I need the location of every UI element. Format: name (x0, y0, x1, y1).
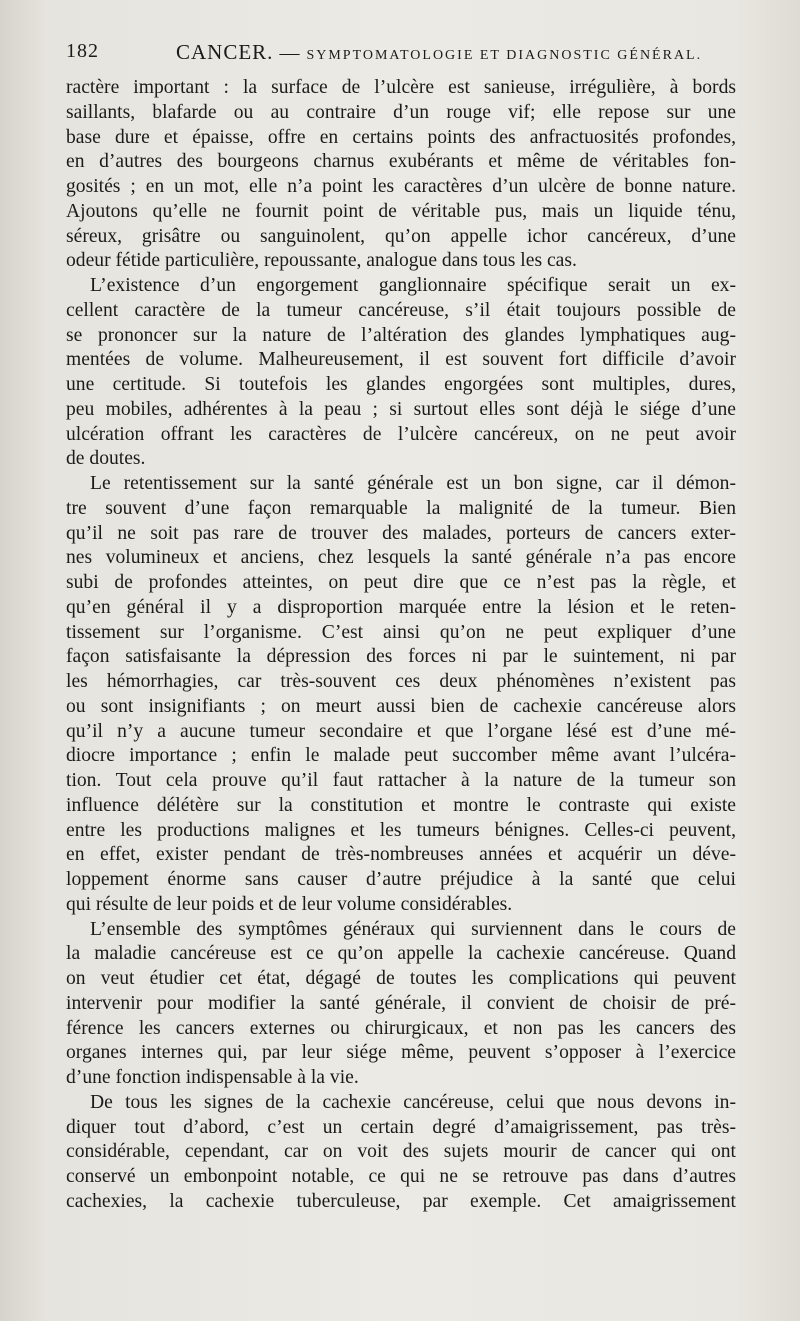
body-text (66, 76, 736, 1215)
text-line: diquer tout d’abord, c’est un certain degré d’amaigrissement, pas très- (66, 1116, 736, 1138)
text-line: une certitude. Si toutefois les glandes engorgées sont multiples, dures, (66, 374, 736, 395)
running-title-sub: SYMPTOMATOLOGIE ET DIAGNOSTIC GÉNÉRAL. (306, 48, 703, 63)
running-title (176, 40, 702, 65)
text-line: cellent caractère de la tumeur cancéreuse, s’il était toujours possible de (66, 299, 736, 321)
text-line: cachexies, la cachexie tuberculeuse, par exemple. Cet amaigrissement (66, 1190, 736, 1212)
text-line: entre les productions malignes et les tumeurs bénignes. Celles-ci peuvent, (66, 819, 736, 841)
text-line: en effet, exister pendant de très-nombreuses années et acquérir un déve- (66, 844, 736, 866)
text-line: odeur fétide particulière, repoussante, analogue dans tous les cas. (66, 250, 577, 272)
text-line: peu mobiles, adhérentes à la peau ; si surtout elles sont déjà le siége d’une (66, 398, 736, 420)
text-line: tion. Tout cela prouve qu’il faut rattacher à la nature de la tumeur son (66, 770, 736, 791)
text-line: qui résulte de leur poids et de leur volume considérables. (66, 893, 513, 915)
text-line: se prononcer sur la nature de l’altération des glandes lymphatiques aug- (66, 324, 736, 346)
text-line: Le retentissement sur la santé générale est un bon signe, car il démon- (90, 473, 736, 494)
text-line: organes internes qui, par leur siége même, peuvent s’opposer à l’exercice (66, 1042, 736, 1064)
text-line: qu’il ne soit pas rare de trouver des malades, porteurs de cancers exter- (66, 522, 736, 544)
text-line: on veut étudier cet état, dégagé de toutes les complications qui peuvent (66, 968, 736, 989)
text-line: tissement sur l’organisme. C’est ainsi qu’on ne peut expliquer d’une (66, 621, 736, 643)
text-line: diocre importance ; enfin le malade peut succomber même avant l’ulcéra- (66, 745, 736, 767)
text-line: L’ensemble des symptômes généraux qui surviennent dans le cours de (90, 918, 736, 940)
text-line: ou sont insignifiants ; on meurt aussi bien de cachexie cancéreuse alors (66, 695, 736, 717)
text-line: d’une fonction indispensable à la vie. (66, 1067, 359, 1088)
page-number: 182 (66, 40, 99, 62)
text-line: ractère important : la surface de l’ulcère est sanieuse, irrégulière, à bords (66, 77, 736, 98)
running-title-main: CANCER. (176, 40, 274, 64)
text-line: la maladie cancéreuse est ce qu’on appelle la cachexie cancéreuse. Quand (66, 943, 736, 965)
text-line: saillants, blafarde ou au contraire d’un rouge vif; elle repose sur une (66, 101, 736, 123)
text-line: qu’en général il y a disproportion marquée entre la lésion et le reten- (66, 596, 736, 618)
text-line: L’existence d’un engorgement ganglionnaire spécifique serait un ex- (90, 275, 736, 296)
running-header (66, 40, 736, 72)
text-line: en d’autres des bourgeons charnus exubérants et même de véritables fon- (66, 151, 736, 173)
text-line: considérable, cependant, car on voit des sujets mourir de cancer qui ont (66, 1141, 736, 1163)
text-line: de doutes. (66, 448, 146, 470)
text-line: tre souvent d’une façon remarquable la malignité de la tumeur. Bien (66, 497, 736, 519)
text-line: De tous les signes de la cachexie cancéreuse, celui que nous devons in- (90, 1091, 736, 1113)
text-line: qu’il n’y a aucune tumeur secondaire et que l’organe lésé est d’une mé- (66, 720, 736, 742)
text-line: gosités ; en un mot, elle n’a point les caractères d’un ulcère de bonne nature. (66, 176, 736, 197)
text-line: influence délétère sur la constitution et montre le contraste qui existe (66, 794, 736, 816)
text-line: férence les cancers externes ou chirurgicaux, et non pas les cancers des (66, 1017, 736, 1039)
text-line: intervenir pour modifier la santé générale, il convient de choisir de pré- (66, 992, 736, 1014)
text-line: nes volumineux et anciens, chez lesquels la santé générale n’a pas encore (66, 547, 736, 569)
text-line: Ajoutons qu’elle ne fournit point de véritable pus, mais un liquide ténu, (66, 200, 736, 222)
text-line: conservé un embonpoint notable, ce qui ne se retrouve pas dans d’autres (66, 1166, 736, 1187)
text-line: séreux, grisâtre ou sanguinolent, qu’on appelle ichor cancéreux, d’une (66, 225, 736, 247)
text-line: ulcération offrant les caractères de l’ulcère cancéreux, on ne peut avoir (66, 423, 736, 445)
text-line: subi de profondes atteintes, on peut dire que ce n’est pas la règle, et (66, 572, 736, 593)
text-line: les hémorrhagies, car très-souvent ces deux phénomènes n’existent pas (66, 671, 736, 692)
text-line: loppement énorme sans causer d’autre préjudice à la santé que celui (66, 869, 736, 890)
text-line: mentées de volume. Malheureusement, il est souvent fort difficile d’avoir (66, 349, 736, 371)
text-line: façon satisfaisante la dépression des forces ni par le suintement, ni par (66, 646, 736, 668)
text-line: base dure et épaisse, offre en certains points des anfractuosités profondes, (66, 126, 736, 148)
running-title-dash: — (279, 42, 301, 64)
